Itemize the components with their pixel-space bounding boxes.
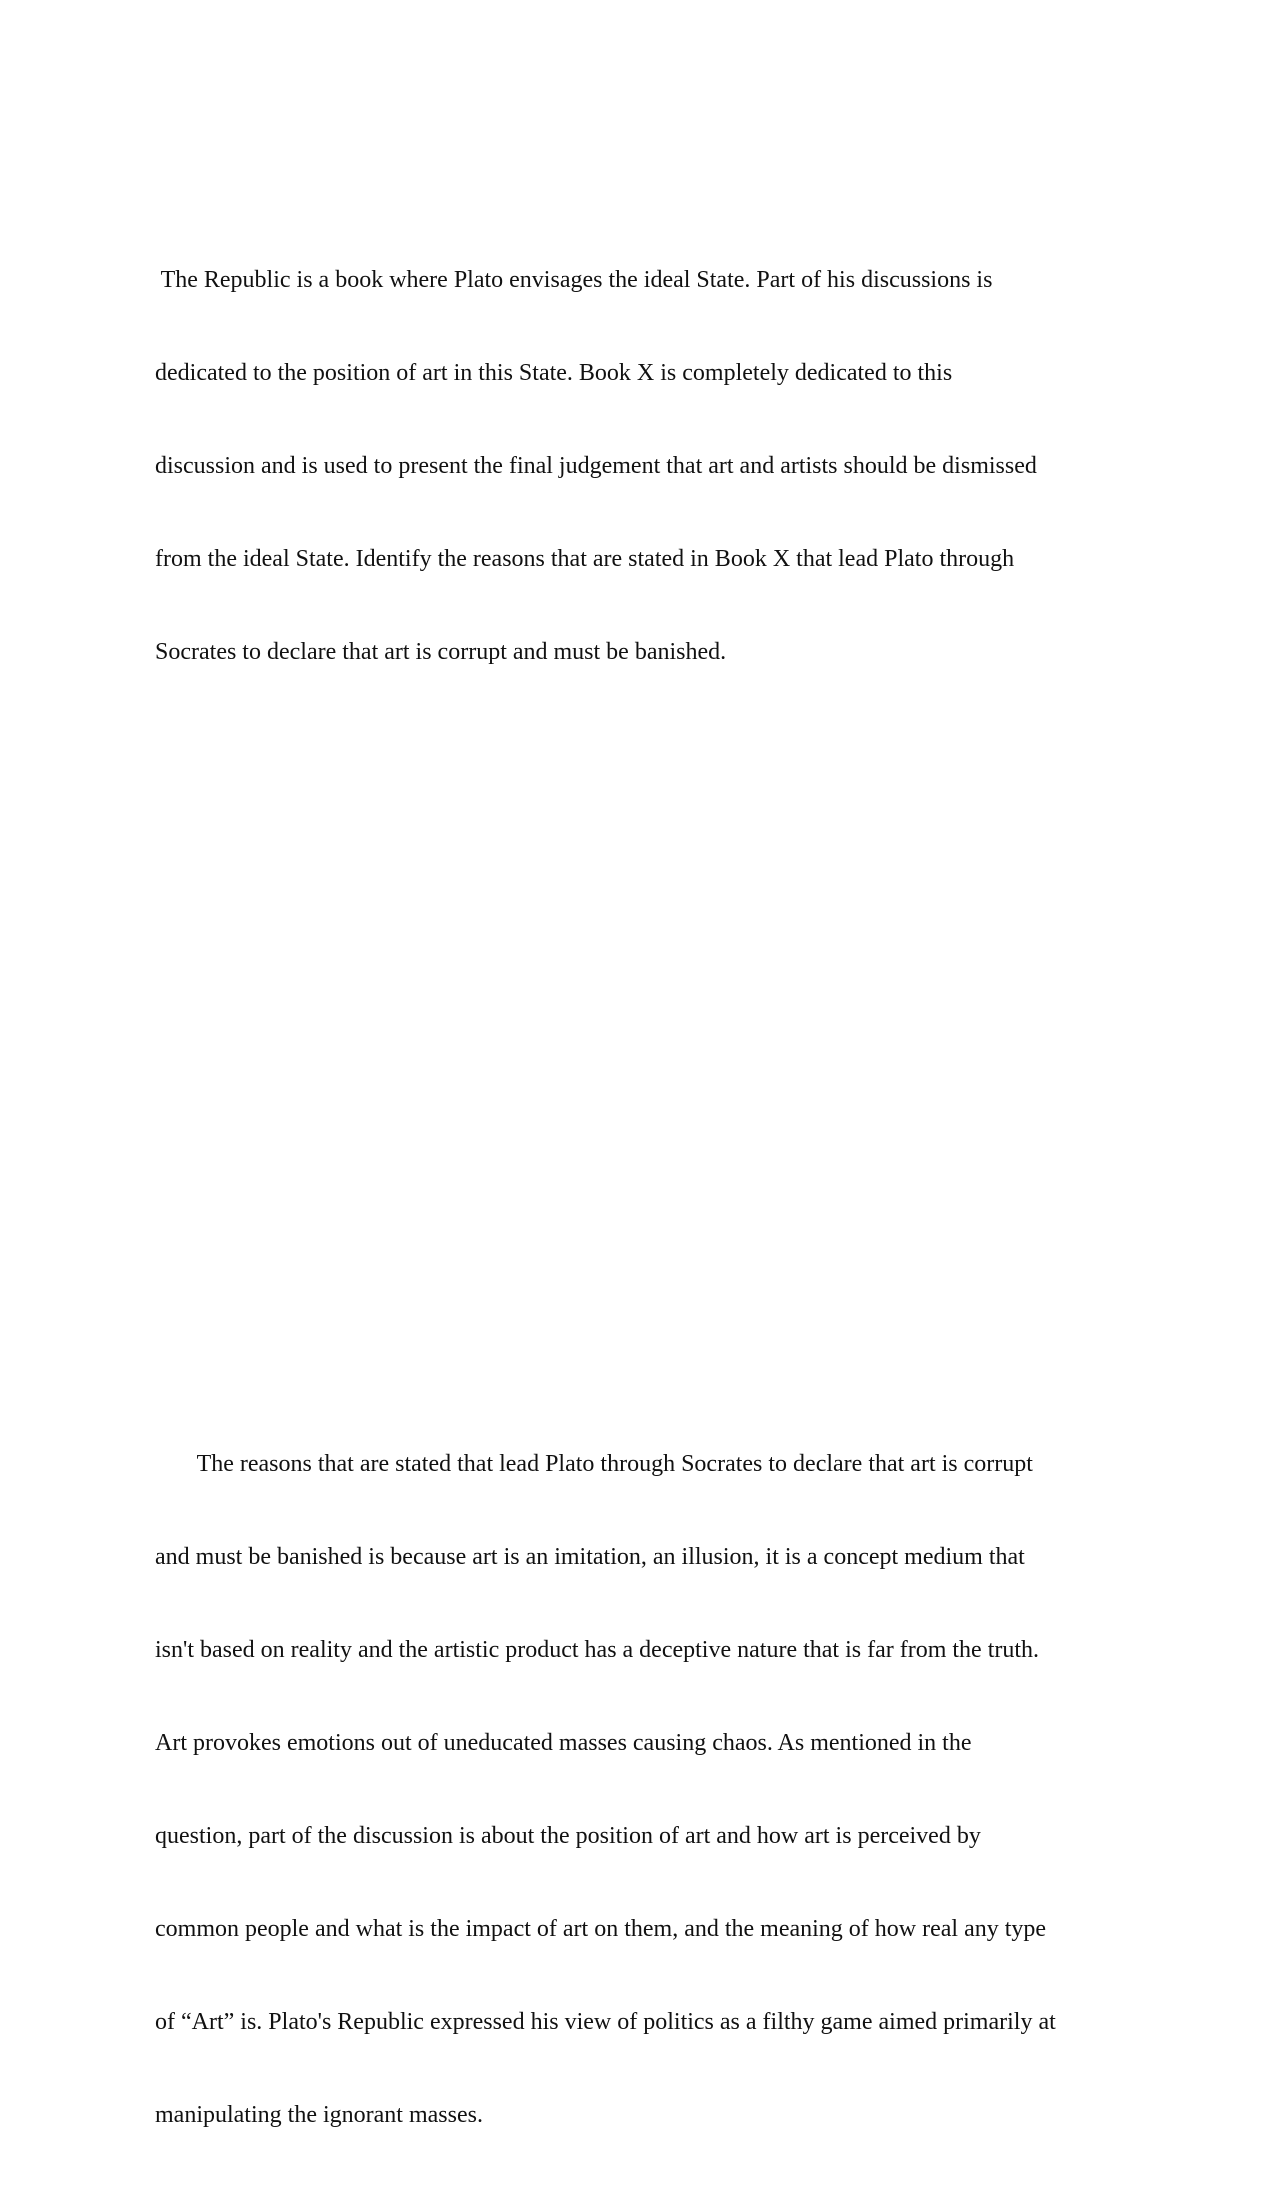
question-line: from the ideal State. Identify the reasons that are stated in Book X that lead Plato through <box>155 546 1015 572</box>
answer-line: and must be banished is because art is an imitation, an illusion, it is a concept medium that <box>155 1544 1025 1570</box>
answer-line: common people and what is the impact of art on them, and the meaning of how real any type <box>155 1916 1047 1942</box>
answer-line: manipulating the ignorant masses. <box>155 2102 483 2128</box>
answer-line: isn't based on reality and the artistic product has a deceptive nature that is far from the truth. <box>155 1637 1040 1663</box>
question-line: dedicated to the position of art in this State. Book X is completely dedicated to this <box>155 360 953 386</box>
question-line: discussion and is used to present the final judgement that art and artists should be dismissed <box>155 453 1037 479</box>
answer-paragraph <box>155 1387 1155 2193</box>
answer-line: of “Art” is. Plato's Republic expressed his view of politics as a filthy game aimed primarily at <box>155 2009 1056 2035</box>
question-paragraph <box>155 203 1155 730</box>
question-line: Socrates to declare that art is corrupt and must be banished. <box>155 639 727 665</box>
answer-line: question, part of the discussion is about the position of art and how art is perceived by <box>155 1823 981 1849</box>
question-line: The Republic is a book where Plato envisages the ideal State. Part of his discussions is <box>155 267 993 293</box>
answer-line: The reasons that are stated that lead Plato through Socrates to declare that art is corrupt <box>155 1451 1033 1477</box>
answer-line: Art provokes emotions out of uneducated masses causing chaos. As mentioned in the <box>155 1730 972 1756</box>
